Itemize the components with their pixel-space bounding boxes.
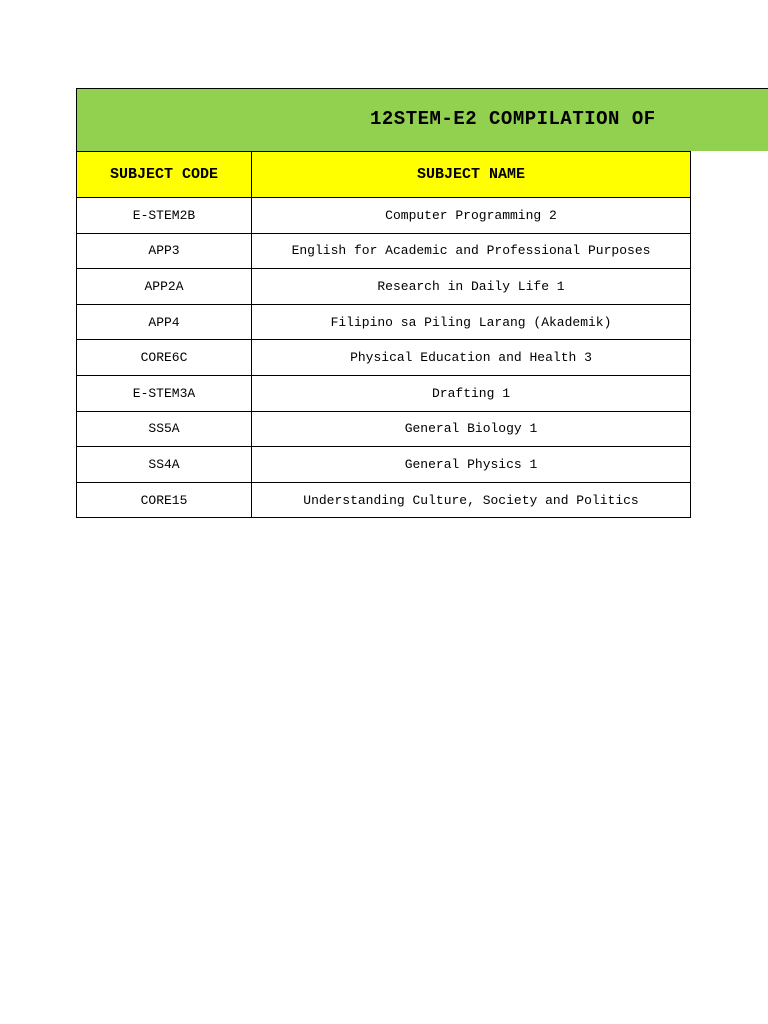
header-row	[77, 152, 691, 198]
header-subject-name: SUBJECT NAME	[252, 152, 691, 198]
subject-name-cell: English for Academic and Professional Purposes	[252, 233, 691, 269]
title-band	[76, 88, 768, 151]
table-row	[77, 482, 691, 518]
subject-code-cell: APP2A	[77, 269, 252, 305]
table-row	[77, 411, 691, 447]
table-row	[77, 304, 691, 340]
subject-code-cell: APP4	[77, 304, 252, 340]
subject-code-cell: APP3	[77, 233, 252, 269]
subject-name-cell: General Biology 1	[252, 411, 691, 447]
subject-name-cell: Filipino sa Piling Larang (Akademik)	[252, 304, 691, 340]
table-row	[77, 340, 691, 376]
subject-code-cell: CORE6C	[77, 340, 252, 376]
table-row	[77, 269, 691, 305]
header-subject-code: SUBJECT CODE	[77, 152, 252, 198]
subject-name-cell: Physical Education and Health 3	[252, 340, 691, 376]
subject-name-cell: Understanding Culture, Society and Politics	[252, 482, 691, 518]
subject-name-cell: Computer Programming 2	[252, 198, 691, 234]
subject-name-cell: General Physics 1	[252, 447, 691, 483]
subject-code-cell: CORE15	[77, 482, 252, 518]
subject-code-cell: SS5A	[77, 411, 252, 447]
table-row	[77, 198, 691, 234]
subject-code-cell: SS4A	[77, 447, 252, 483]
table-row	[77, 233, 691, 269]
table-row	[77, 447, 691, 483]
subject-name-cell: Research in Daily Life 1	[252, 269, 691, 305]
subject-name-cell: Drafting 1	[252, 375, 691, 411]
subjects-table	[76, 151, 691, 518]
sheet-title: 12STEM-E2 COMPILATION OF	[370, 108, 656, 130]
subject-code-cell: E-STEM3A	[77, 375, 252, 411]
table-row	[77, 375, 691, 411]
subject-code-cell: E-STEM2B	[77, 198, 252, 234]
